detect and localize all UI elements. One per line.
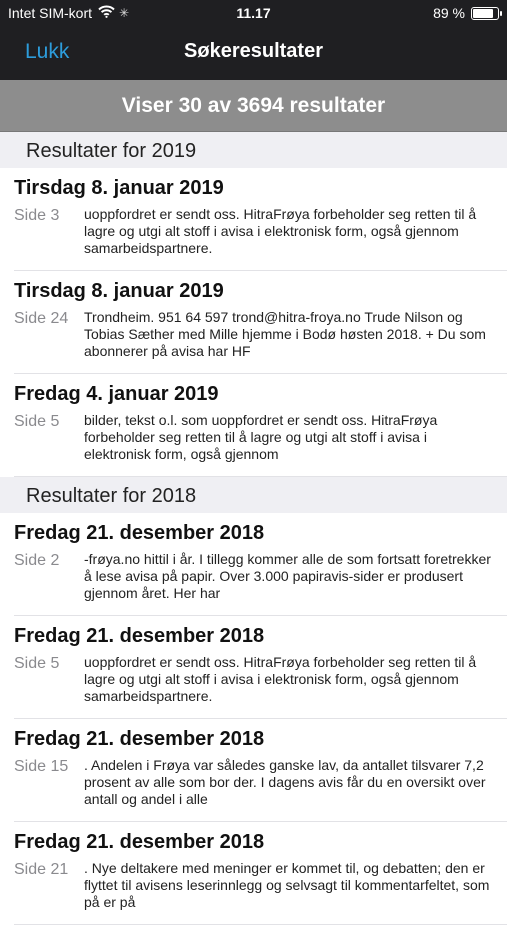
result-body [14, 860, 507, 911]
result-body [14, 551, 507, 602]
result-page: Side 3 [14, 207, 60, 224]
result-snippet: bilder, tekst o.l. som uoppfordret er sendt oss. HitraFrøya forbeholder seg retten til å lagre og utgi alt stoff i avisa i elektronisk form, også gjennom [84, 412, 438, 462]
result-item[interactable] [0, 616, 507, 719]
result-date: Fredag 21. desember 2018 [14, 625, 265, 647]
result-snippet: Trondheim. 951 64 597 trond@hitra-froya.no Trude Nilson og Tobias Sæther med Mille hjemme i Bodø høsten 2018. + Du som abonnerer på avisa har HF [84, 309, 486, 359]
top-bar [0, 0, 507, 80]
results-count-banner: Viser 30 av 3694 resultater [0, 80, 507, 132]
result-snippet: uoppfordret er sendt oss. HitraFrøya forbeholder seg retten til å lagre og utgi alt stoff i avisa i elektronisk form, også gjennom samarbeidspartnere. [84, 654, 477, 704]
status-time: 11.17 [236, 5, 271, 21]
result-snippet: uoppfordret er sendt oss. HitraFrøya forbeholder seg retten til å lagre og utgi alt stoff i avisa i elektronisk form, også gjennom samarbeidspartnere. [84, 206, 477, 256]
row-divider [14, 476, 507, 477]
navigation-bar [0, 28, 507, 80]
result-page: Side 21 [14, 861, 69, 878]
result-page: Side 5 [14, 655, 60, 672]
battery-fill [473, 9, 493, 18]
status-right [433, 5, 499, 21]
result-date: Tirsdag 8. januar 2019 [14, 280, 224, 302]
result-body [14, 757, 507, 808]
result-snippet: . Nye deltakere med meninger er kommet til, og debatten; den er flyttet til avisens leserinnlegg og selvsagt til kommentarfeltet, som på er på [84, 860, 490, 910]
results-list[interactable] [0, 132, 507, 925]
carrier-label: Intet SIM-kort [8, 5, 93, 21]
result-page: Side 24 [14, 310, 69, 327]
page-title: Søkeresultater [184, 40, 323, 62]
result-body [14, 654, 507, 705]
battery-percent: 89 % [433, 5, 465, 21]
result-body [14, 206, 507, 257]
result-date: Fredag 21. desember 2018 [14, 522, 265, 544]
result-date: Fredag 21. desember 2018 [14, 728, 265, 750]
result-date: Fredag 4. januar 2019 [14, 383, 219, 405]
result-date: Fredag 21. desember 2018 [14, 831, 265, 853]
result-snippet: . Andelen i Frøya var således ganske lav, da antallet tilsvarer 7,2 prosent av alle som bor der. I dagens avis får du en oversikt over antall og andel i alle [84, 757, 486, 807]
result-page: Side 5 [14, 413, 60, 430]
result-page: Side 2 [14, 552, 60, 569]
status-bar [0, 0, 507, 28]
result-date: Tirsdag 8. januar 2019 [14, 177, 224, 199]
result-page: Side 15 [14, 758, 69, 775]
section-header: Resultater for 2018 [0, 477, 507, 513]
result-body [14, 309, 507, 360]
result-item[interactable] [0, 513, 507, 616]
result-item[interactable] [0, 719, 507, 822]
result-item[interactable] [0, 822, 507, 925]
close-button[interactable]: Lukk [25, 40, 70, 63]
result-snippet: -frøya.no hittil i år. I tillegg kommer alle de som fortsatt foretrekker å lese avisa på papir. Over 3.000 papiravis-sider er produsert gjennom året. Her har [84, 551, 491, 601]
section-header: Resultater for 2019 [0, 132, 507, 168]
battery-icon [471, 7, 499, 20]
result-item[interactable] [0, 271, 507, 374]
result-item[interactable] [0, 168, 507, 271]
result-item[interactable] [0, 374, 507, 477]
activity-spinner-icon: ✳ [119, 6, 130, 20]
result-body [14, 412, 507, 463]
